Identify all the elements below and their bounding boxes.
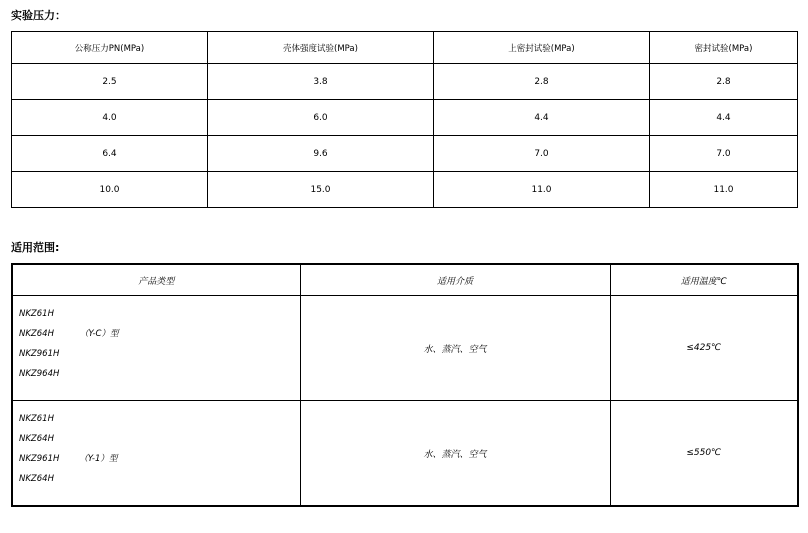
cell-seal-test: 2.8 (650, 64, 798, 100)
table-row (12, 296, 798, 401)
model-name: NKZ61H (19, 414, 54, 424)
column-header-nominal-pressure: 公称压力PN(MPa) (12, 32, 208, 64)
cell-upper-seal-test: 2.8 (434, 64, 650, 100)
cell-product-models-group-2 (12, 401, 300, 507)
column-header-product-type: 产品类型 (12, 264, 300, 296)
model-name: NKZ961H (19, 349, 60, 359)
table-row (12, 136, 798, 172)
column-header-applicable-medium: 适用介质 (300, 264, 610, 296)
cell-shell-strength-test: 3.8 (208, 64, 434, 100)
cell-upper-seal-test: 11.0 (434, 172, 650, 208)
application-scope-table (11, 263, 799, 507)
cell-seal-test: 7.0 (650, 136, 798, 172)
model-suffix-label: （Y-1）型 (79, 454, 118, 464)
model-name: NKZ961H (19, 454, 60, 464)
table-row (12, 401, 798, 507)
model-name: NKZ64H (19, 474, 54, 484)
table-row (12, 64, 798, 100)
table-header-row (12, 264, 798, 296)
cell-upper-seal-test: 7.0 (434, 136, 650, 172)
model-name: NKZ964H (19, 369, 60, 379)
cell-nominal-pressure: 4.0 (12, 100, 208, 136)
cell-product-models-group-1 (12, 296, 300, 401)
experimental-pressure-table (11, 31, 798, 208)
model-name-with-suffix (19, 324, 300, 344)
column-header-applicable-temperature: 适用温度℃ (610, 264, 798, 296)
cell-shell-strength-test: 6.0 (208, 100, 434, 136)
model-name: NKZ61H (19, 309, 54, 319)
model-list (19, 304, 300, 384)
cell-nominal-pressure: 2.5 (12, 64, 208, 100)
column-header-upper-seal-test: 上密封试验(MPa) (434, 32, 650, 64)
model-list (19, 409, 300, 489)
cell-applicable-temperature: ≤425℃ (610, 296, 798, 401)
table-row (12, 100, 798, 136)
cell-upper-seal-test: 4.4 (434, 100, 650, 136)
cell-nominal-pressure: 10.0 (12, 172, 208, 208)
cell-applicable-temperature: ≤550℃ (610, 401, 798, 507)
cell-shell-strength-test: 9.6 (208, 136, 434, 172)
cell-shell-strength-test: 15.0 (208, 172, 434, 208)
cell-applicable-medium: 水、蒸汽、空气 (300, 296, 610, 401)
cell-seal-test: 4.4 (650, 100, 798, 136)
scope-section-heading: 适用范围: (11, 241, 60, 254)
column-header-seal-test: 密封试验(MPa) (650, 32, 798, 64)
pressure-section-heading: 实验压力： (11, 9, 66, 22)
model-name: NKZ64H (19, 434, 54, 444)
cell-applicable-medium: 水、蒸汽、空气 (300, 401, 610, 507)
table-row (12, 172, 798, 208)
model-suffix-label: （Y-C）型 (79, 329, 119, 339)
cell-nominal-pressure: 6.4 (12, 136, 208, 172)
model-name-with-suffix (19, 449, 300, 469)
cell-seal-test: 11.0 (650, 172, 798, 208)
model-name: NKZ64H (19, 329, 54, 339)
table-header-row (12, 32, 798, 64)
column-header-shell-strength-test: 壳体强度试验(MPa) (208, 32, 434, 64)
